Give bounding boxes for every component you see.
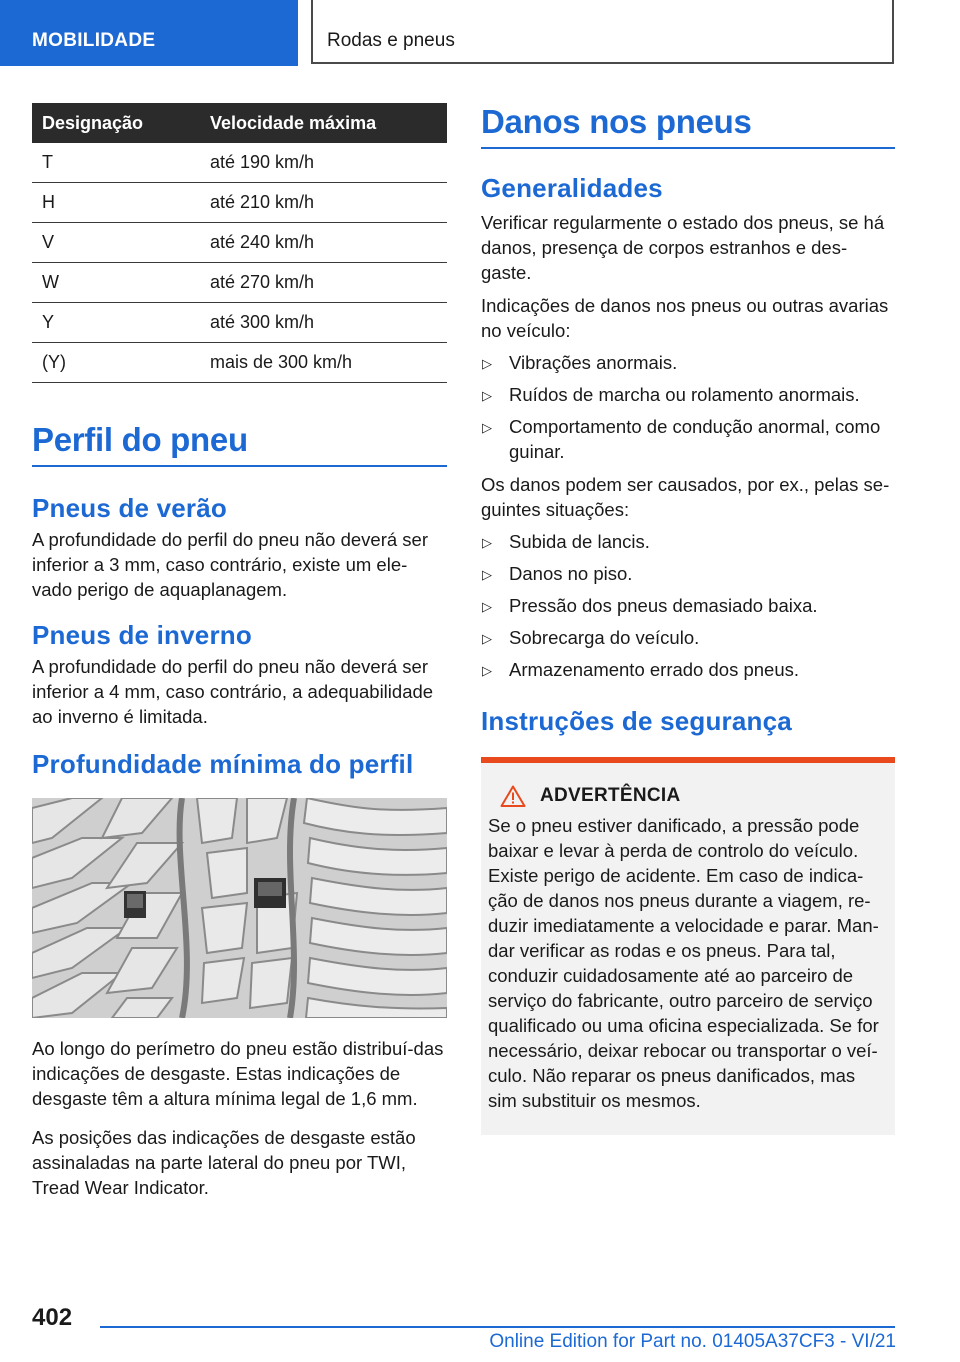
list-item-text: Armazenamento errado dos pneus.	[509, 659, 800, 680]
causes-text: Os danos podem ser causados, por ex., pelas se-guintes situações:	[481, 474, 890, 520]
list-item-text: Danos no piso.	[509, 563, 633, 584]
warning-triangle-icon	[500, 785, 526, 807]
speed-rating-table	[32, 103, 447, 383]
list-item	[481, 625, 895, 650]
triangle-bullet-icon: ▷	[482, 567, 492, 582]
table-row	[32, 343, 447, 383]
warning-text: Se o pneu estiver danificado, a pressão pode baixar e levar à perda de controlo do veículo. Existe perigo de acidente. Em caso de indica-ção de danos nos pneus durante a viagem, re-duzir imediatamente a velocidade e parar. Man-dar verificar as rodas e os pneus. Para tal, conduzir cuidadosamente até ao parceiro de serviço do fabricante, outro parceiro de serviço qualificado ou uma oficina especializada. Se for necessário, deixar rebocar ou transportar o veí-culo. Não reparar os pneus danificados, mas sim substituir os mesmos.	[488, 815, 879, 1111]
warning-box	[481, 757, 895, 1135]
table-cell: W	[32, 263, 200, 303]
table-cell: até 210 km/h	[200, 183, 447, 223]
table-row	[32, 223, 447, 263]
subsection-title-summer: Pneus de verão	[32, 493, 227, 523]
warning-header	[488, 785, 887, 807]
tire-tread-illustration	[32, 798, 447, 1018]
list-item	[481, 529, 895, 554]
subsection-title-general: Generalidades	[481, 173, 663, 203]
table-cell: (Y)	[32, 343, 200, 383]
table-cell: V	[32, 223, 200, 263]
list-item-text: Vibrações anormais.	[509, 352, 678, 373]
table-cell: T	[32, 143, 200, 183]
list-item-text: Ruídos de marcha ou rolamento anormais.	[509, 384, 860, 405]
subsection-title-min-depth: Profundidade mínima do perfil	[32, 749, 414, 779]
triangle-bullet-icon: ▷	[482, 631, 492, 646]
list-item	[481, 414, 895, 464]
right-column	[481, 103, 895, 1135]
causes-list	[481, 529, 895, 682]
table-cell: H	[32, 183, 200, 223]
general-text: Verificar regularmente o estado dos pneus, se há danos, presença de corpos estranhos e des-gaste.	[481, 212, 885, 283]
section-title-tire-damage: Danos nos pneus	[481, 103, 895, 149]
chapter-tab[interactable]: Rodas e pneus	[311, 0, 894, 64]
section-tab[interactable]: MOBILIDADE	[0, 0, 298, 66]
triangle-bullet-icon: ▷	[482, 599, 492, 614]
indications-text: Indicações de danos nos pneus ou outras avarias no veículo:	[481, 295, 889, 341]
list-item-text: Pressão dos pneus demasiado baixa.	[509, 595, 818, 616]
edition-text: Online Edition for Part no. 01405A37CF3 - VI/21	[489, 1331, 896, 1352]
winter-text: A profundidade do perfil do pneu não deverá ser inferior a 4 mm, caso contrário, a adequabilidade ao inverno é limitada.	[32, 656, 434, 727]
list-item	[481, 593, 895, 618]
page-number: 402	[32, 1304, 73, 1331]
table-row	[32, 143, 447, 183]
table-cell: mais de 300 km/h	[200, 343, 447, 383]
list-item	[481, 657, 895, 682]
subsection-title-winter: Pneus de inverno	[32, 620, 252, 650]
section-title-tire-profile: Perfil do pneu	[32, 421, 447, 467]
table-cell: até 240 km/h	[200, 223, 447, 263]
summer-text: A profundidade do perfil do pneu não deverá ser inferior a 3 mm, caso contrário, existe um ele-vado perigo de aquaplanagem.	[32, 529, 428, 600]
column-header: Velocidade máxima	[200, 103, 447, 143]
triangle-bullet-icon: ▷	[482, 663, 492, 678]
footer-divider	[100, 1326, 895, 1328]
list-item	[481, 561, 895, 586]
list-item-text: Subida de lancis.	[509, 531, 650, 552]
min-depth-text-1: Ao longo do perímetro do pneu estão distribuí-das indicações de desgaste. Estas indicações de desgaste têm a altura mínima legal de 1,6 mm.	[32, 1038, 444, 1109]
triangle-bullet-icon: ▷	[482, 356, 492, 371]
table-cell: até 190 km/h	[200, 143, 447, 183]
list-item	[481, 382, 895, 407]
wear-indicator-icon	[124, 891, 146, 918]
warning-label: ADVERTÊNCIA	[540, 785, 681, 806]
page-header	[0, 0, 960, 66]
list-item	[481, 350, 895, 375]
list-item-text: Sobrecarga do veículo.	[509, 627, 700, 648]
column-header: Designação	[32, 103, 200, 143]
table-cell: Y	[32, 303, 200, 343]
table-cell: até 270 km/h	[200, 263, 447, 303]
table-row	[32, 303, 447, 343]
list-item-text: Comportamento de condução anormal, como guinar.	[509, 416, 881, 462]
wear-indicator-icon	[254, 878, 286, 908]
triangle-bullet-icon: ▷	[482, 535, 492, 550]
min-depth-text-2: As posições das indicações de desgaste estão assinaladas na parte lateral do pneu por TWI, Tread Wear Indicator.	[32, 1127, 416, 1198]
table-cell: até 300 km/h	[200, 303, 447, 343]
table-header-row	[32, 103, 447, 143]
table-row	[32, 263, 447, 303]
subsection-title-safety: Instruções de segurança	[481, 706, 792, 736]
table-row	[32, 183, 447, 223]
indications-list	[481, 350, 895, 464]
left-column	[32, 103, 447, 1200]
triangle-bullet-icon: ▷	[482, 388, 492, 403]
triangle-bullet-icon: ▷	[482, 420, 492, 435]
